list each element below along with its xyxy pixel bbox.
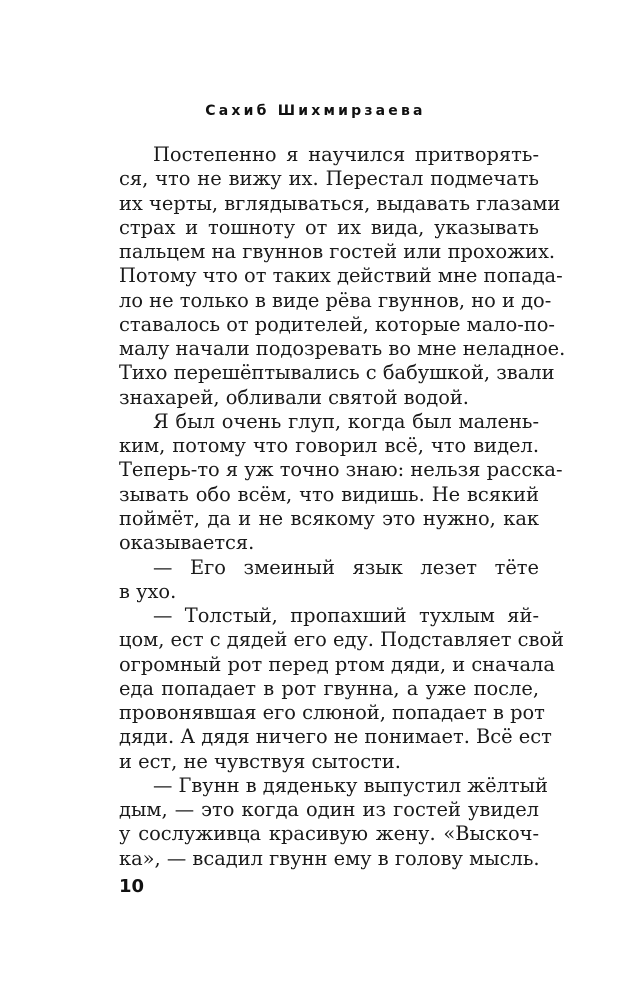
text-line: Постепенно я научился притворять- xyxy=(153,143,539,166)
text-line: Потому что от таких действий мне попада- xyxy=(119,264,563,288)
text-line: оказывается. xyxy=(119,531,255,555)
text-line: и ест, не чувствуя сытости. xyxy=(119,749,401,773)
text-line: знахарей, обливали святой водой. xyxy=(119,385,469,409)
text-line: Тихо перешёптывались с бабушкой, звали xyxy=(119,361,555,385)
text-line: — Гвунн в дяденьку выпустил жёлтый xyxy=(153,773,548,797)
text-line: — Его змеиный язык лезет тёте xyxy=(153,555,539,579)
body-text xyxy=(119,143,566,871)
page-number: 10 xyxy=(119,876,145,897)
text-line: провонявшая его слюной, попадает в рот xyxy=(119,701,545,725)
text-line: огромный рот перед ртом дяди, и сначала xyxy=(119,652,555,676)
text-line: дым, — это когда один из гостей увидел xyxy=(119,798,539,822)
text-line: ка», — всадил гвунн ему в голову мысль. xyxy=(119,846,540,870)
text-line: — Толстый, пропахший тухлым яй- xyxy=(153,604,539,628)
text-line: зывать обо всём, что видишь. Не всякий xyxy=(119,482,539,506)
text-line: страх и тошноту от их вида, указывать xyxy=(119,215,539,239)
text-line: Я был очень глуп, когда был малень- xyxy=(153,409,539,433)
text-line: в ухо. xyxy=(119,579,177,603)
text-line: ся, что не вижу их. Перестал подмечать xyxy=(119,167,539,191)
text-line: ставалось от родителей, которые мало-по- xyxy=(119,312,555,336)
text-line: Теперь-то я уж точно знаю: нельзя расска- xyxy=(119,458,563,482)
text-line: дяди. А дядя ничего не понимает. Всё ест xyxy=(119,725,552,749)
text-line: у сослуживца красивую жену. «Выскоч- xyxy=(119,822,539,846)
text-line: пальцем на гвуннов гостей или прохожих. xyxy=(119,240,556,264)
running-header-author: Сахиб Шихмирзаева xyxy=(205,103,426,119)
text-line: поймёт, да и не всякому это нужно, как xyxy=(119,506,539,530)
text-line: цом, ест с дядей его еду. Подставляет свой xyxy=(119,628,564,652)
text-line: ким, потому что говорил всё, что видел. xyxy=(119,434,539,458)
text-line: еда попадает в рот гвунна, а уже после, xyxy=(119,676,539,700)
text-line: их черты, вглядываться, выдавать глазами xyxy=(119,191,561,215)
text-line: ло не только в виде рёва гвуннов, но и до- xyxy=(119,288,552,312)
text-line: малу начали подозревать во мне неладное. xyxy=(119,337,566,361)
